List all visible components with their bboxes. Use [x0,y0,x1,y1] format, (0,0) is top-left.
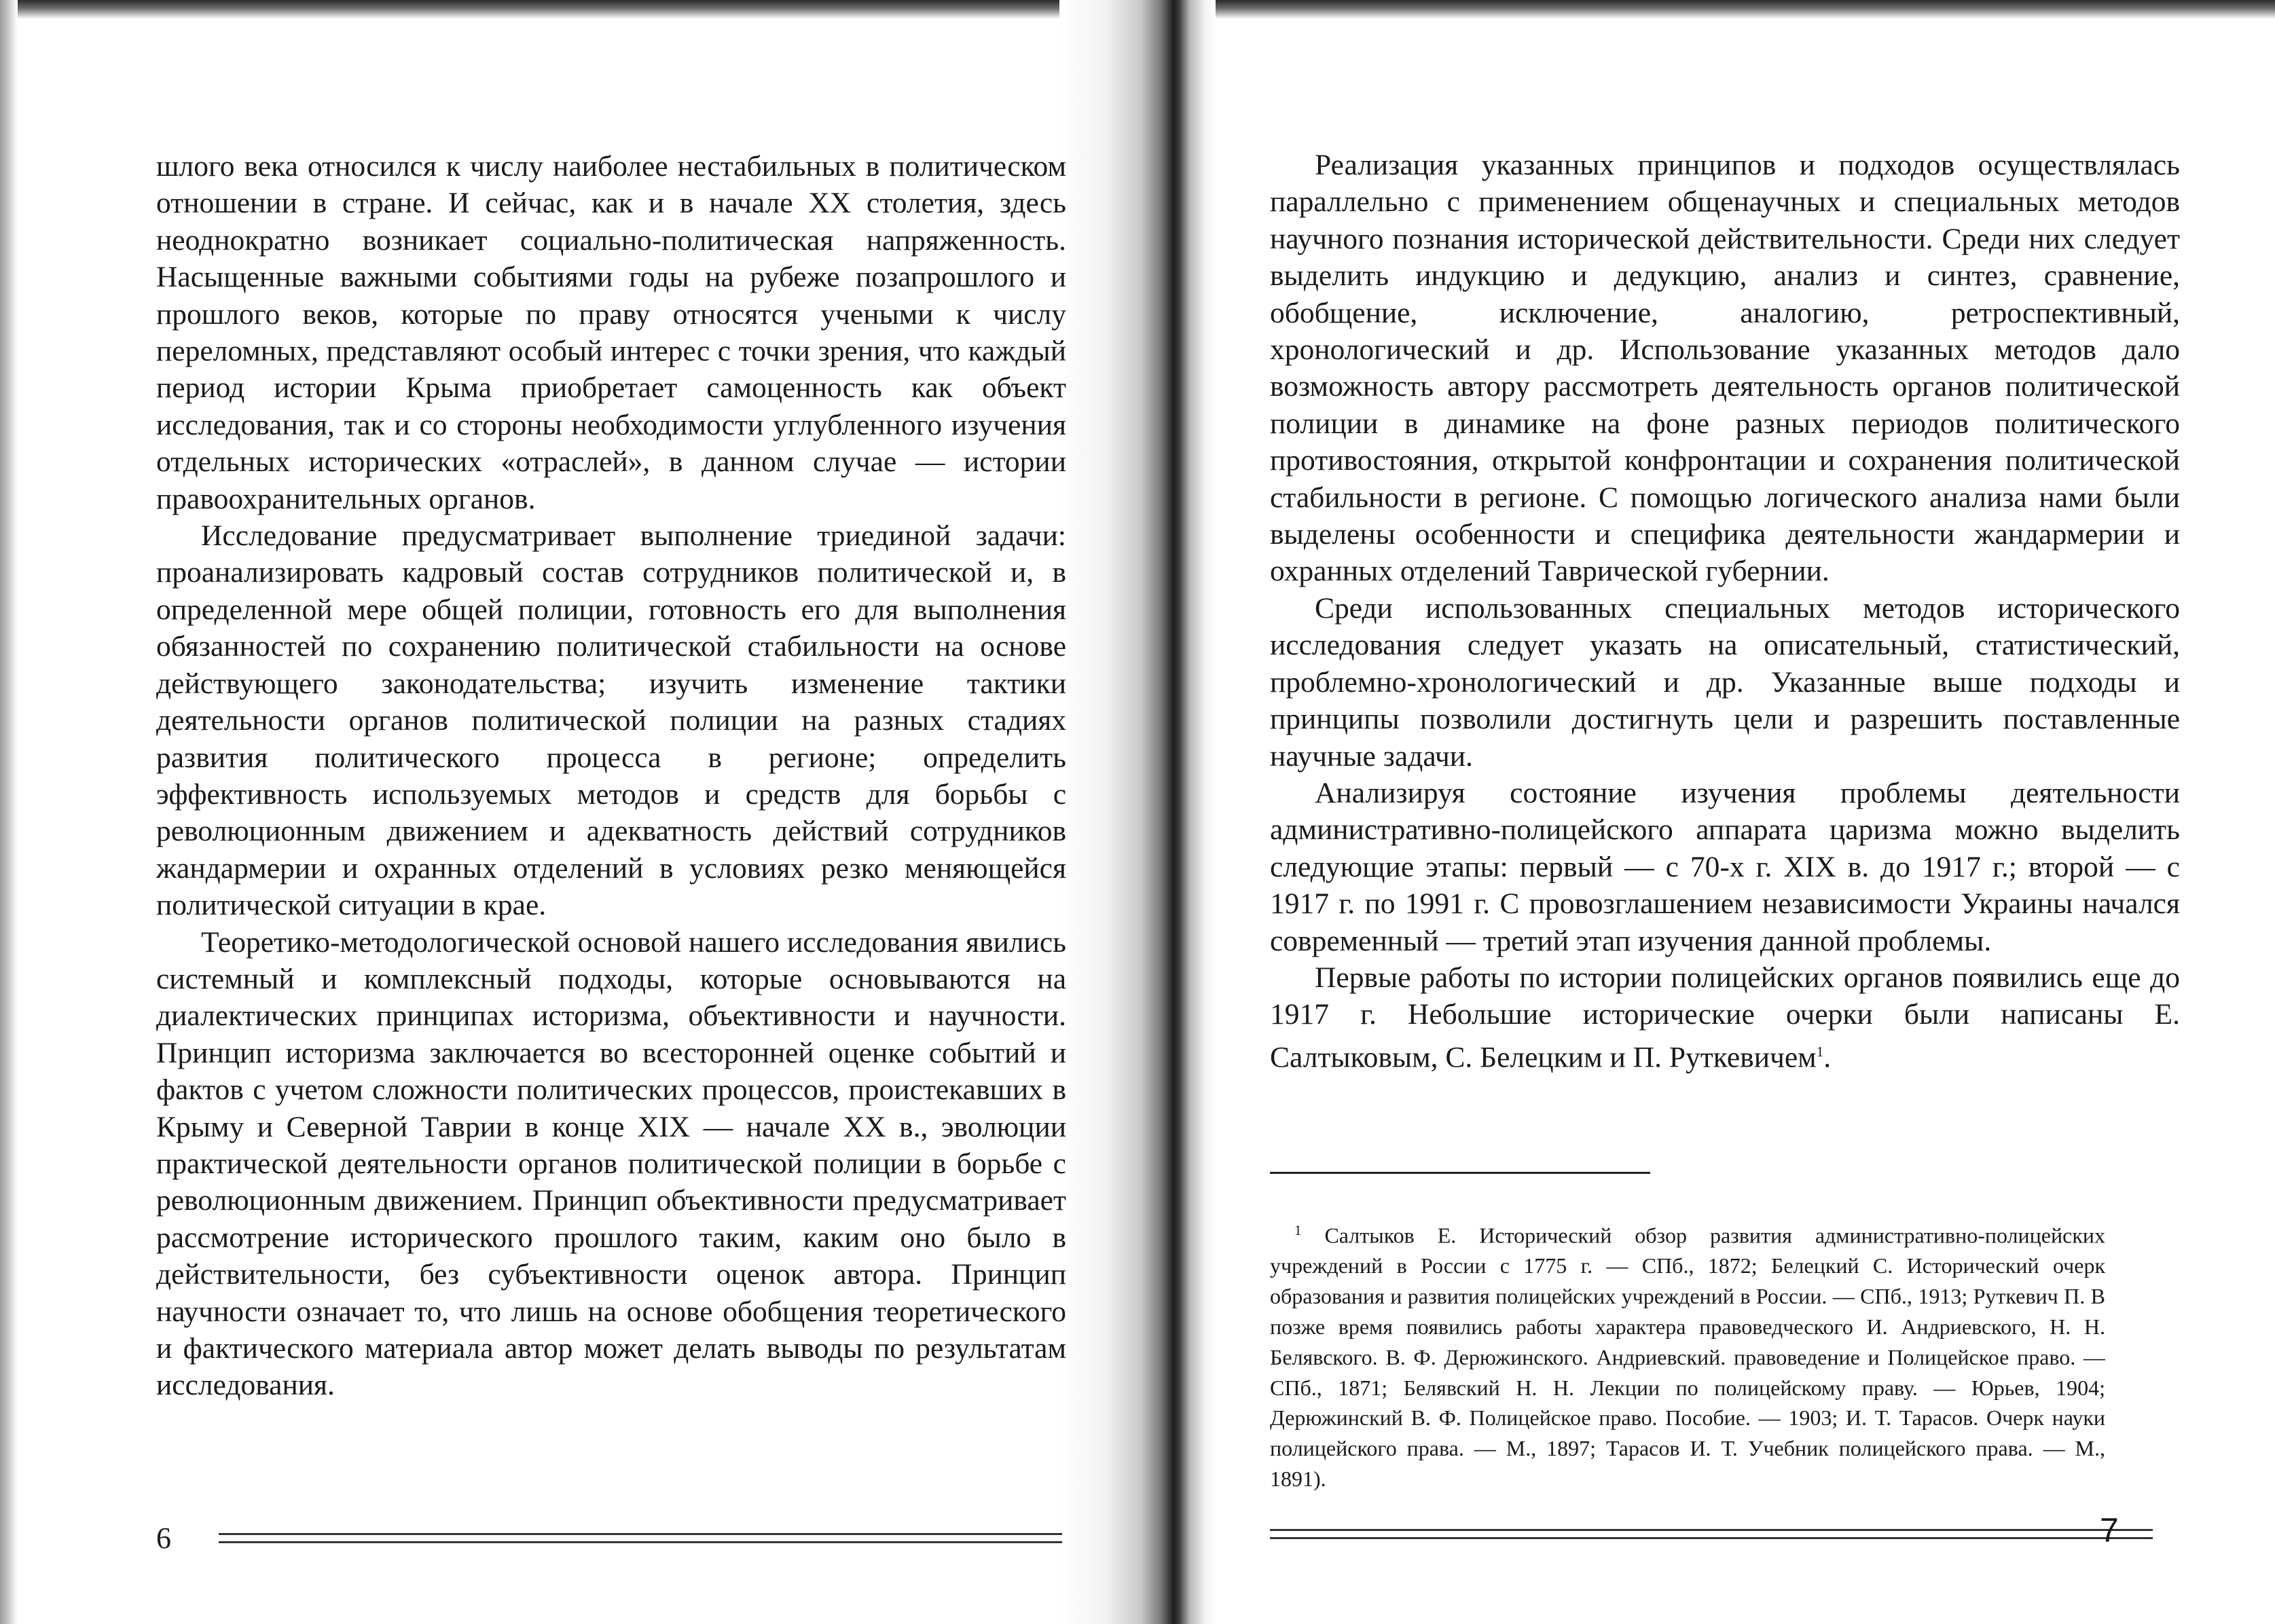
footnote-reference: 1 [1816,1043,1824,1060]
left-paragraph-2: Исследование предусматривает выполнение триединой задачи: проанализировать кадровый состав сотрудников политической и, в определенной мере общей полиции, готовность его для выполнения обязанностей по сохранению политической стабильности на основе действующего законодательства; изучить изменение тактики деятельности органов политической полиции на разных стадиях развития политического процесса в регионе; определить эффективность используемых методов и средств для борьбы с революционным движением и адекватность действий сотрудников жандармерии и охранных отделений в условиях резко меняющейся политической ситуации в крае. [156,519,1066,922]
page-left-edge-shadow [0,0,18,1624]
page-number-right: 7 [2100,1511,2119,1549]
footnote-mark: 1 [1294,1222,1302,1238]
right-paragraph-3: Анализируя состояние изучения проблемы деятельности административно-полицейского аппарата царизма можно выделить следующие этапы: первый — с 70-х г. XIX в. до 1917 г.; второй — с 1917 г. по 1991 г. С провозглашением независимости Украины начался современный — третий этап изучения данной проблемы. [1270,776,2180,957]
right-page-body [1270,147,2180,1076]
footnote-text: Салтыков Е. Исторический обзор развития административно-полицейских учреждений в России с 1775 г. — СПб., 1872; Белецкий С. Исторический очерк образования и развития полицейских учреждений в России. — СПб., 1913; Руткевич П. В позже время появились работы характера правоведческого И. Андриевского, Н. Н. Белявского. В. Ф. Дерюжинского. Андриевский. правоведение и Полицейское право. — СПб., 1871; Белявский Н. Н. Лекции по полицейскому праву. — Юрьев, 1904; Дерюжинский В. Ф. Полицейское право. Пособие. — 1903; И. Т. Тарасов. Очерк науки полицейского права. — М., 1897; Тарасов И. Т. Учебник полицейского права. — М., 1891). [1270,1223,2105,1492]
left-page-body [156,148,1066,1404]
book-spine-gutter [1059,0,1216,1624]
right-paragraph-4-text: Первые работы по истории полицейских органов появились еще до 1917 г. Небольшие исторические очерки были написаны Е. Салтыковым, С. Белецким и П. Руткевичем [1270,961,2180,1074]
left-bottom-rule [219,1533,1062,1543]
right-paragraph-2: Среди использованных специальных методов исторического исследования следует указать на описательный, статистический, проблемно-хронологический и др. Указанные выше подходы и принципы позволили достигнуть цели и разрешить поставленные научные задачи. [1270,591,2180,773]
footnote [1270,1215,2105,1494]
right-page [1270,0,2180,1624]
left-paragraph-1: шлого века относился к числу наиболее нестабильных в политическом отношении в стране. И сейчас, как и в начале XX столетия, здесь неоднократно возникает социально-политическая напряженность. Насыщенные важными событиями годы на рубеже позапрошлого и прошлого веков, которые по праву относятся учеными к числу переломных, представляют особый интерес с точки зрения, что каждый период истории Крыма приобретает самоценность как объект исследования, так и со стороны необходимости углубленного изучения отдельных исторических «отраслей», в данном случае — истории правоохранительных органов. [156,150,1066,515]
footnote-separator [1270,1172,1650,1174]
left-page [156,0,1066,1624]
left-paragraph-3: Теоретико-методологической основой нашего исследования явились системный и комплексный подходы, которые основываются на диалектических принципах историзма, объективности и научности. Принцип историзма заключается во всесторонней оценке событий и фактов с учетом сложности политических процессов, проистекавших в Крыму и Северной Таврии в конце XIX — начале XX в., эволюции практической деятельности органов политической полиции в борьбе с революционным движением. Принцип объективности предусматривает рассмотрение исторического прошлого таким, каким оно было в действительности, без субъективности оценок автора. Принцип научности означает то, что лишь на основе обобщения теоретического и фактического материала автор может делать выводы по результатам исследования. [156,925,1066,1402]
right-bottom-rule [1270,1529,2153,1539]
page-number-left: 6 [156,1521,171,1555]
right-paragraph-1: Реализация указанных принципов и подходов осуществлялась параллельно с применением общенаучных и специальных методов научного познания исторической действительности. Среди них следует выделить индукцию и дедукцию, анализ и синтез, сравнение, обобщение, исключение, аналогию, ретроспективный, хронологический и др. Использование указанных методов дало возможность автору рассмотреть деятельность органов политической полиции в динамике на фоне разных периодов политического противостояния, открытой конфронтации и сохранения политической стабильности в регионе. С помощью логического анализа нами были выделены особенности и специфика деятельности жандармерии и охранных отделений Таврической губернии. [1270,149,2180,588]
right-paragraph-4: Первые работы по истории полицейских органов появились еще до 1917 г. Небольшие исторические очерки были написаны Е. Салтыковым, С. Белецким и П. Руткевичем$^1$. [1270,961,2180,1074]
